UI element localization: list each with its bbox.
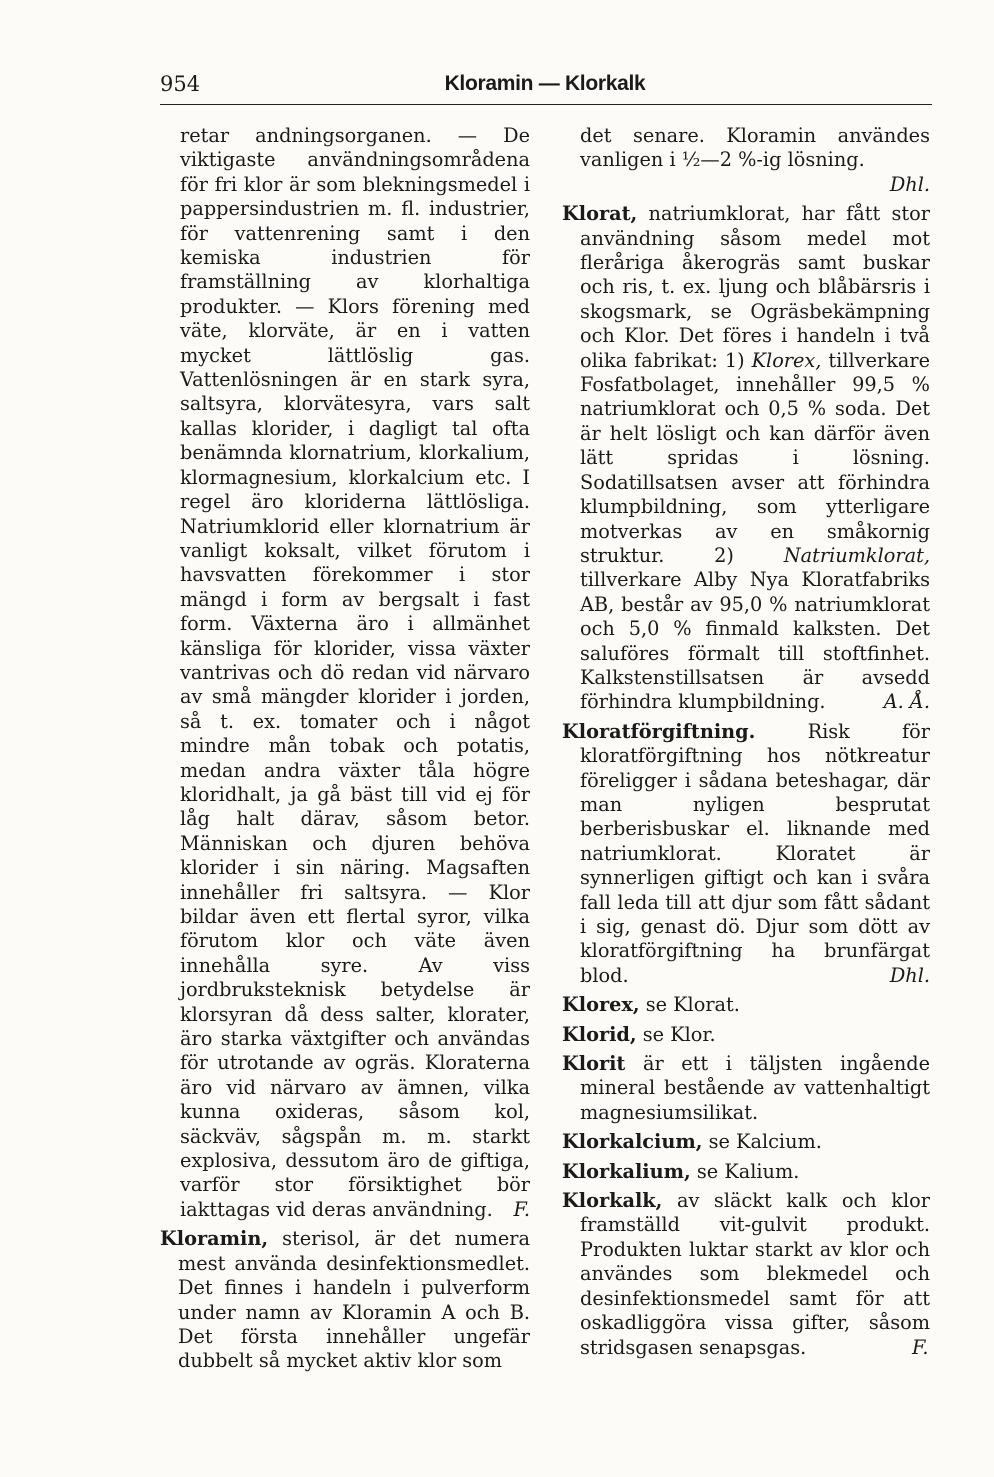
entry-klorkalk: Klorkalk, av släckt kalk och klor framställd vit-gulvit produkt. Produkten luktar starkt av klor och användes som blekmedel och desinfektionsmedel samt för att oskadliggöra vissa gifter, såsom stridsgasen senapsgas. F. (562, 1189, 930, 1359)
entry-klorex (562, 993, 930, 1017)
klorex-text: se Klorat. (645, 993, 740, 1017)
entry-kloratforgiftning (562, 720, 930, 988)
klorat-product-klorex: Klorex, (751, 348, 822, 372)
klorit-text: är ett i täljsten ingående mineral bestående av vattenhaltigt magnesiumsilikat. (580, 1052, 930, 1124)
klorkalk-text: av släckt kalk och klor framställd vit-gulvit produkt. Produkten luktar starkt av klor och användes som blekmedel och desinfektionsmedel samt för att oskadliggöra vissa gifter, såsom stridsgasen senapsgas. (580, 1189, 930, 1359)
left-column (160, 124, 530, 1379)
entry-klorid (562, 1023, 930, 1047)
klor-entry-continuation (160, 124, 530, 1222)
klorkalcium-text: se Kalcium. (708, 1130, 822, 1154)
headword-klorat: Klorat, (562, 202, 638, 226)
klor-signature: F. (513, 1197, 530, 1221)
klor-continuation-text: retar andningsorganen. — De viktigaste användningsområdena för fri klor är som blekningsmedel i pappersindustrien m. fl. industrier, för vattenrening samt i den kemiska industrien för framställning av klorhaltiga produkter. — Klors förening med väte, klorväte, är en i vatten mycket lättlöslig gas. Vattenlösningen är en stark syra, saltsyra, klorvätesyra, vars salt kallas klorider, i dagligt tal ofta benämnda klornatrium, klorkalium, klormagnesium, klorkalcium etc. I regel äro kloriderna lättlösliga. Natriumklorid eller klornatrium är vanligt koksalt, vilket förutom i havsvatten förekommer i stor mängd i form av bergsalt i fast form. Växterna äro i allmänhet känsliga för klorider, vissa växter vantrivas och dö redan vid närvaro av små mängder klorider i jorden, så t. ex. tomater och i något mindre mån tobak och potatis, medan andra växter tåla högre kloridhalt, ja gå bäst till vid ej för låg halt därav, såsom betor. Människan och djuren behöva klorider i sin näring. Magsaften innehåller fri saltsyra. — Klor bildar även ett flertal syror, vilka förutom klor och väte även innehålla syre. Av viss jordbruksteknisk betydelse är klorsyran då dess salter, klorater, äro starka växtgifter och användas för utrotande av ogräs. Kloraterna äro vid närvaro av ämnen, vilka kunna oxideras, såsom kol, säckväv, sågspån m. m. starkt explosiva, dessutom äro de giftiga, varför stor försiktighet bör iakttagas vid deras användning. (180, 124, 530, 1221)
running-title: Kloramin — Klorkalk (444, 72, 646, 95)
klorat-signature: A. Å. (883, 690, 930, 714)
headword-kloramin: Kloramin, (160, 1227, 269, 1251)
klorid-text: se Klor. (642, 1022, 716, 1046)
entry-klorkalium (562, 1160, 930, 1184)
headword-klorkalium: Klorkalium, (562, 1159, 691, 1183)
kloramin-signature: Dhl. (889, 172, 930, 196)
entry-klorat (562, 202, 930, 715)
kloramin-continuation-text: det senare. Kloramin användes vanligen i ½—2 %-ig lösning. (580, 124, 930, 172)
entry-klorit (562, 1052, 930, 1125)
kloramin-entry-continuation (562, 124, 930, 197)
entry-kloramin (160, 1227, 530, 1373)
headword-klorit: Klorit (562, 1052, 626, 1076)
right-column (562, 124, 930, 1365)
headword-kloratforgiftning: Kloratförgiftning. (562, 719, 756, 743)
header-rule (160, 104, 932, 105)
klorat-text-b: tillverkare Fosfatbolaget, innehåller 99,5 % natriumklorat och 0,5 % soda. Det är helt lösligt och kan därför även lätt spridas i lösning. Sodatillsatsen avser att förhindra klumpbildning, som ytterligare motverkas av en småkornig struktur. 2) (580, 348, 930, 567)
klorat-text-a: natriumklorat, har fått stor användning såsom medel mot fleråriga åkerogräs samt buskar och ris, t. ex. ljung och blåbärsris i skogsmark, se Ogräsbekämpning och Klor. Det föres i handeln i två olika fabrikat: 1) (580, 202, 930, 372)
headword-klorid: Klorid, (562, 1022, 637, 1046)
headword-klorex: Klorex, (562, 993, 640, 1017)
kloratforgiftning-signature: Dhl. (889, 963, 930, 987)
klorat-product-natriumklorat: Natriumklorat, (783, 543, 930, 567)
page-header (160, 70, 930, 106)
kloramin-text: sterisol, är det numera mest använda desinfektionsmedlet. Det finnes i handeln i pulverform under namn av Kloramin A och B. Det första innehåller ungefär dubbelt så mycket aktiv klor som (178, 1227, 530, 1373)
klorkalium-text: se Kalium. (696, 1159, 800, 1183)
klorat-text-c: tillverkare Alby Nya Kloratfabriks AB, består av 95,0 % natriumklorat och 5,0 % finmald kalksten. Det saluföres förmalt till stoftfinhet. Kalkstenstillsatsen är avsedd förhindra klumpbildning. (580, 568, 930, 714)
headword-klorkalcium: Klorkalcium, (562, 1130, 703, 1154)
entry-klorkalcium (562, 1130, 930, 1154)
kloratforgiftning-text: Risk för kloratförgiftning hos nötkreatur föreligger i sådana beteshagar, där man nyligen besprutat berberisbuskar el. liknande med natriumklorat. Kloratet är synnerligen giftigt och kan i svåra fall leda till att djur som fått sådant i sig, genast dö. Djur som dött av kloratförgiftning ha brunfärgat blod. (580, 719, 930, 987)
headword-klorkalk: Klorkalk, (562, 1189, 663, 1213)
page-number: 954 (160, 72, 201, 96)
